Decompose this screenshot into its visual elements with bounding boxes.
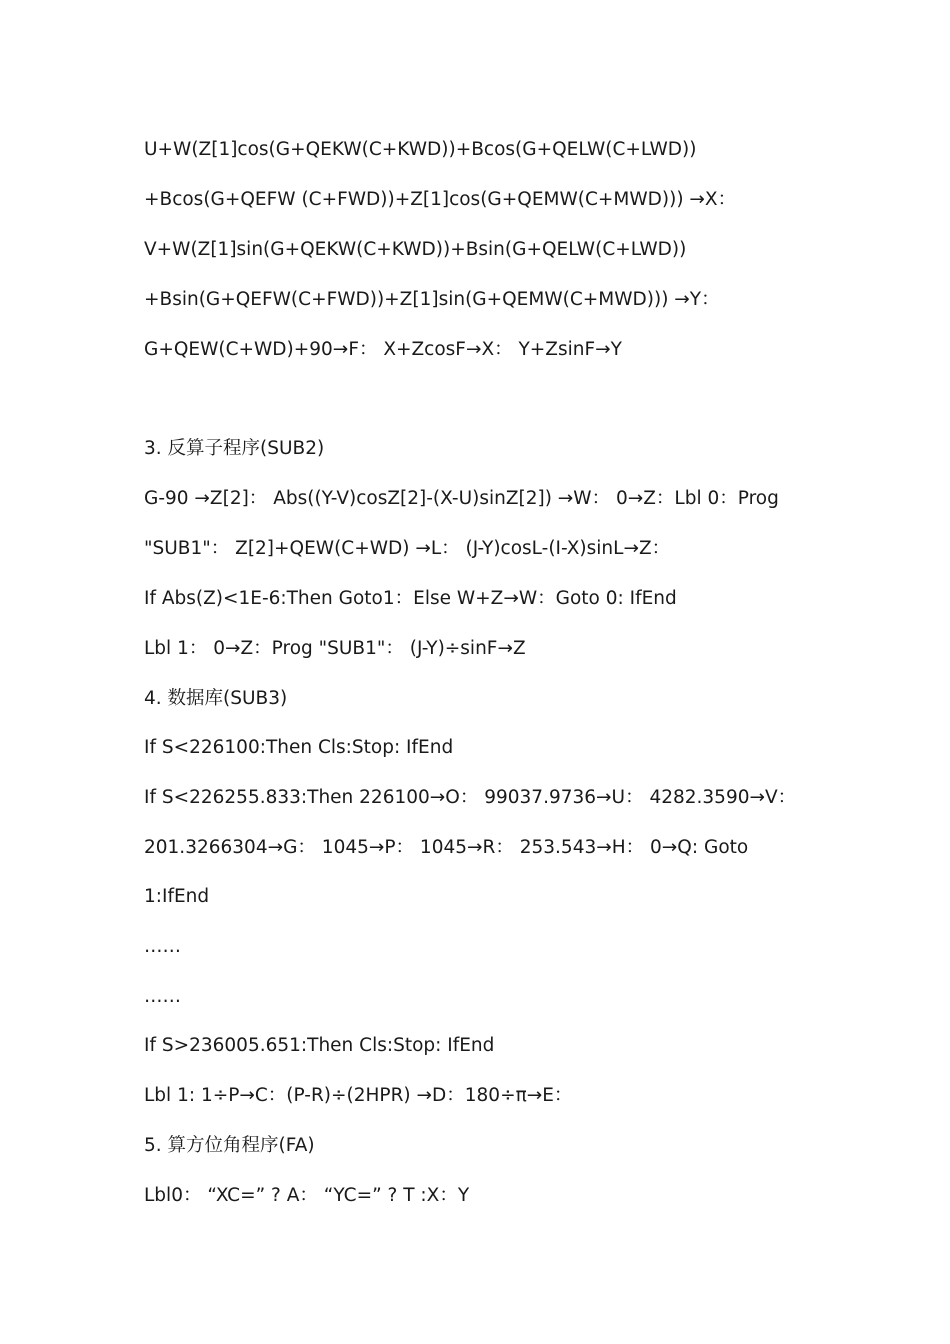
code-line-sub3-5: If S>236005.651:Then Cls:Stop: IfEnd (144, 1035, 495, 1056)
formula-line-y-part2: +Bsin(G+QEFW(C+FWD))+Z[1]sin(G+QEMW(C+MWD))) →Y： (144, 289, 720, 310)
formula-line-y-part1: V+W(Z[1]sin(G+QEKW(C+KWD))+Bsin(G+QELW(C+LWD)) (144, 239, 687, 260)
code-line-fa-1: Lbl0： “XC=” ? A： “YC=” ? T :X：Y (144, 1185, 470, 1206)
ellipsis-line-1: …… (144, 936, 181, 957)
code-line-sub2-3: If Abs(Z)<1E-6:Then Goto1：Else W+Z→W：Goto 0: IfEnd (144, 588, 677, 609)
section-heading-fa: 5. 算方位角程序(FA) (144, 1135, 315, 1156)
formula-line-x-part2: +Bcos(G+QEFW (C+FWD))+Z[1]cos(G+QEMW(C+MWD))) →X： (144, 189, 737, 210)
code-line-sub2-4: Lbl 1： 0→Z：Prog "SUB1"： (J-Y)÷sinF→Z (144, 638, 526, 659)
code-line-sub3-6: Lbl 1: 1÷P→C：(P-R)÷(2HPR) →D：180÷π→E： (144, 1085, 573, 1106)
formula-line-x-part1: U+W(Z[1]cos(G+QEKW(C+KWD))+Bcos(G+QELW(C+LWD)) (144, 139, 697, 160)
ellipsis-line-2: …… (144, 986, 181, 1007)
code-line-sub3-3: 201.3266304→G： 1045→P： 1045→R： 253.543→H： 0→Q: Goto (144, 837, 749, 858)
code-line-sub2-2: "SUB1"： Z[2]+QEW(C+WD) →L： (J-Y)cosL-(I-X)sinL→Z： (144, 538, 671, 559)
code-line-sub3-4: 1:IfEnd (144, 886, 210, 907)
code-line-sub3-2: If S<226255.833:Then 226100→O： 99037.9736→U： 4282.3590→V： (144, 787, 797, 808)
formula-line-f: G+QEW(C+WD)+90→F： X+ZcosF→X： Y+ZsinF→Y (144, 339, 622, 360)
code-line-sub2-1: G-90 →Z[2]： Abs((Y-V)cosZ[2]-(X-U)sinZ[2]) →W： 0→Z：Lbl 0：Prog (144, 488, 779, 509)
section-heading-sub2: 3. 反算子程序(SUB2) (144, 438, 325, 459)
section-heading-sub3: 4. 数据库(SUB3) (144, 688, 288, 709)
code-line-sub3-1: If S<226100:Then Cls:Stop: IfEnd (144, 737, 454, 758)
